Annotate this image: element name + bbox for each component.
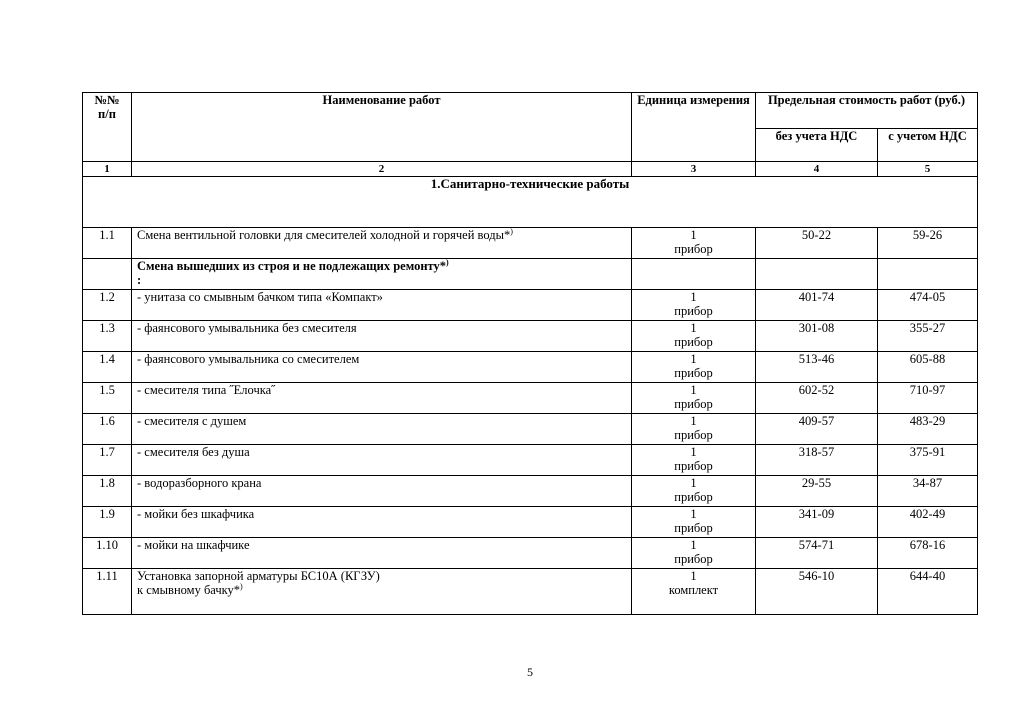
section-row	[83, 177, 978, 228]
row-price-vat: 710-97	[878, 383, 978, 414]
table-row	[83, 228, 978, 259]
row-price: 341-09	[756, 507, 878, 538]
row-unit: 1 прибор	[632, 414, 756, 445]
row-num: 1.7	[83, 445, 132, 476]
row-unit: 1 прибор	[632, 476, 756, 507]
column-number: 3	[632, 162, 756, 177]
column-number: 4	[756, 162, 878, 177]
row-price-vat: 605-88	[878, 352, 978, 383]
table-row	[83, 476, 978, 507]
row-name: - фаянсового умывальника без смесителя	[132, 321, 632, 352]
row-num: 1.5	[83, 383, 132, 414]
price-table	[82, 92, 978, 615]
row-price-vat: 483-29	[878, 414, 978, 445]
row-num: 1.4	[83, 352, 132, 383]
row-price: 574-71	[756, 538, 878, 569]
row-price: 546-10	[756, 569, 878, 615]
row-price: 318-57	[756, 445, 878, 476]
row-unit: 1 прибор	[632, 228, 756, 259]
column-number: 1	[83, 162, 132, 177]
row-unit: 1 комплект	[632, 569, 756, 615]
row-price: 401-74	[756, 290, 878, 321]
row-unit: 1 прибор	[632, 507, 756, 538]
table-row	[83, 321, 978, 352]
row-name: - фаянсового умывальника со смесителем	[132, 352, 632, 383]
row-price: 50-22	[756, 228, 878, 259]
row-unit: 1 прибор	[632, 538, 756, 569]
row-num: 1.11	[83, 569, 132, 615]
row-num: 1.2	[83, 290, 132, 321]
row-price: 409-57	[756, 414, 878, 445]
row-name: - мойки на шкафчике	[132, 538, 632, 569]
header-price: Предельная стоимость работ (руб.)	[756, 93, 978, 129]
row-unit: 1 прибор	[632, 352, 756, 383]
table-row	[83, 445, 978, 476]
row-name: - водоразборного крана	[132, 476, 632, 507]
header-unit: Единица измерения	[632, 93, 756, 162]
row-price-vat: 59-26	[878, 228, 978, 259]
row-num: 1.3	[83, 321, 132, 352]
section-title: 1.Санитарно-технические работы	[83, 177, 978, 228]
table-row	[83, 538, 978, 569]
page-number: 5	[527, 665, 533, 679]
header-name: Наименование работ	[132, 93, 632, 162]
row-name: - смесителя с душем	[132, 414, 632, 445]
row-num: 1.10	[83, 538, 132, 569]
column-number-row	[83, 162, 978, 177]
table-row	[83, 507, 978, 538]
table-row	[83, 290, 978, 321]
column-number: 5	[878, 162, 978, 177]
row-name: Смена вентильной головки для смесителей холодной и горячей воды*)	[132, 228, 632, 259]
row-price-vat: 474-05	[878, 290, 978, 321]
row-price-vat: 402-49	[878, 507, 978, 538]
table-row	[83, 383, 978, 414]
row-num: 1.8	[83, 476, 132, 507]
table-row	[83, 569, 978, 615]
subheader-text: Смена вышедших из строя и не подлежащих ремонту*) :	[132, 259, 632, 290]
column-number: 2	[132, 162, 632, 177]
row-price-vat: 355-27	[878, 321, 978, 352]
row-name: - мойки без шкафчика	[132, 507, 632, 538]
row-price: 602-52	[756, 383, 878, 414]
row-num: 1.1	[83, 228, 132, 259]
row-num: 1.9	[83, 507, 132, 538]
table-row	[83, 352, 978, 383]
row-name: - смесителя без душа	[132, 445, 632, 476]
header-num: №№ п/п	[83, 93, 132, 162]
row-price: 301-08	[756, 321, 878, 352]
row-unit: 1 прибор	[632, 383, 756, 414]
row-price: 29-55	[756, 476, 878, 507]
row-price-vat: 34-87	[878, 476, 978, 507]
row-price: 513-46	[756, 352, 878, 383]
row-price-vat: 375-91	[878, 445, 978, 476]
header-without-vat: без учета НДС	[756, 129, 878, 162]
row-name: - смесителя типа ˝Елочка˝	[132, 383, 632, 414]
row-price-vat: 644-40	[878, 569, 978, 615]
row-unit: 1 прибор	[632, 321, 756, 352]
table-row	[83, 414, 978, 445]
row-unit: 1 прибор	[632, 445, 756, 476]
header-row	[83, 93, 978, 129]
row-name: Установка запорной арматуры БС10А (КГЗУ) к смывному бачку*)	[132, 569, 632, 615]
row-price-vat: 678-16	[878, 538, 978, 569]
row-num: 1.6	[83, 414, 132, 445]
subheader-row	[83, 259, 978, 290]
row-name: - унитаза со смывным бачком типа «Компакт»	[132, 290, 632, 321]
header-with-vat: с учетом НДС	[878, 129, 978, 162]
row-unit: 1 прибор	[632, 290, 756, 321]
